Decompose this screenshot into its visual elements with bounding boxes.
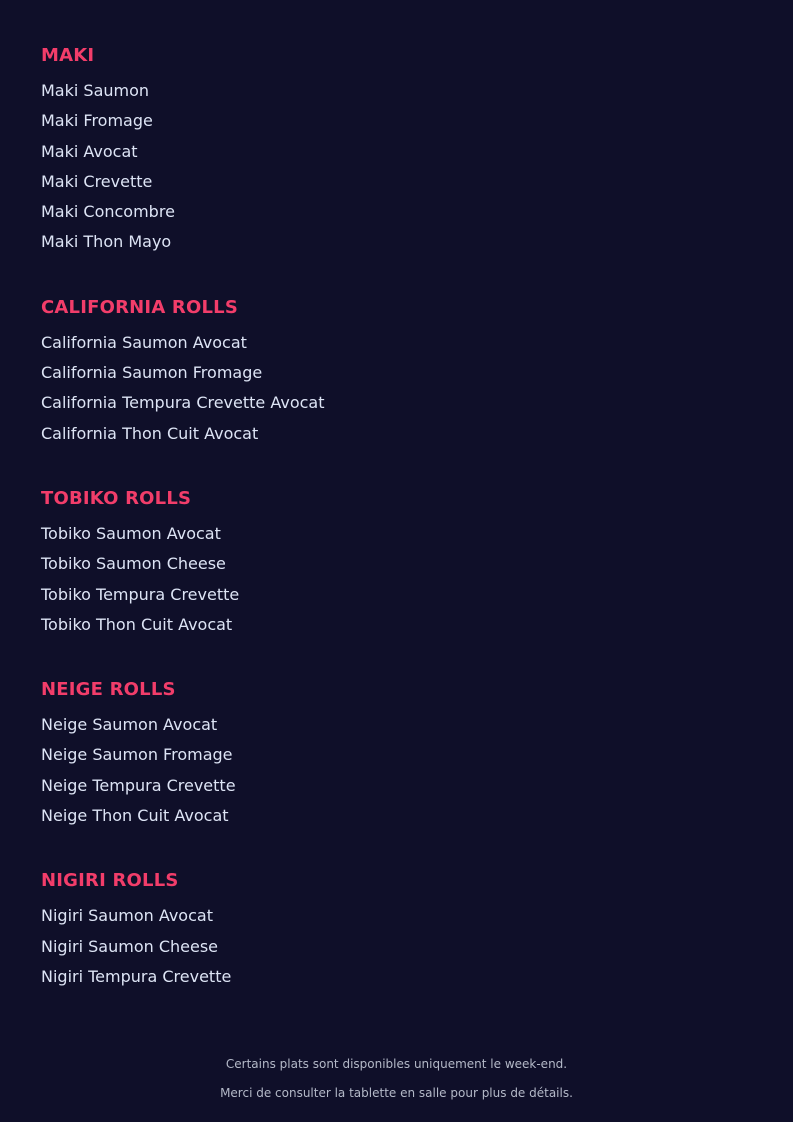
menu-item: Nigiri Tempura Crevette [41, 966, 232, 986]
item-list [41, 76, 741, 258]
menu-item: Maki Concombre [41, 202, 175, 222]
section-title: NEIGE ROLLS [41, 679, 176, 701]
section-california-rolls [41, 296, 741, 449]
menu-item: Maki Crevette [41, 171, 153, 191]
menu-item: Maki Avocat [41, 141, 138, 161]
menu-item: Tobiko Thon Cuit Avocat [41, 614, 233, 634]
menu-item: Neige Saumon Fromage [41, 745, 233, 765]
menu-item: Neige Tempura Crevette [41, 775, 236, 795]
menu-item: California Thon Cuit Avocat [41, 423, 259, 443]
item-list [41, 901, 741, 992]
footer-note: Certains plats sont disponibles uniquement le week-end. [225, 1057, 568, 1071]
section-title: CALIFORNIA ROLLS [41, 296, 238, 318]
section-maki [41, 44, 741, 258]
menu-item: Maki Thon Mayo [41, 232, 172, 252]
menu-item: California Saumon Fromage [41, 363, 263, 383]
item-list [41, 710, 741, 831]
item-list [41, 328, 741, 449]
menu-item: Tobiko Tempura Crevette [41, 584, 240, 604]
menu-item: Nigiri Saumon Cheese [41, 936, 219, 956]
menu-item: Neige Saumon Avocat [41, 715, 218, 735]
menu-item: Maki Saumon [41, 81, 150, 100]
menu-item: Neige Thon Cuit Avocat [41, 806, 229, 826]
menu-item: California Tempura Crevette Avocat [41, 393, 325, 413]
menu-item: Tobiko Saumon Avocat [41, 523, 221, 543]
menu-item: California Saumon Avocat [41, 332, 247, 352]
section-title: MAKI [41, 45, 95, 66]
section-nigiri-rolls [41, 869, 741, 992]
footer-info: Merci de consulter la tablette en salle pour plus de détails. [220, 1086, 573, 1100]
menu-item: Tobiko Saumon Cheese [41, 554, 226, 574]
footer [0, 1056, 793, 1114]
section-neige-rolls [41, 678, 741, 831]
section-title: NIGIRI ROLLS [41, 870, 179, 892]
item-list [41, 519, 741, 640]
section-title: TOBIKO ROLLS [41, 487, 192, 509]
menu-item: Nigiri Saumon Avocat [41, 906, 213, 926]
section-tobiko-rolls [41, 487, 741, 640]
menu-item: Maki Fromage [41, 111, 153, 131]
menu [41, 44, 741, 1030]
